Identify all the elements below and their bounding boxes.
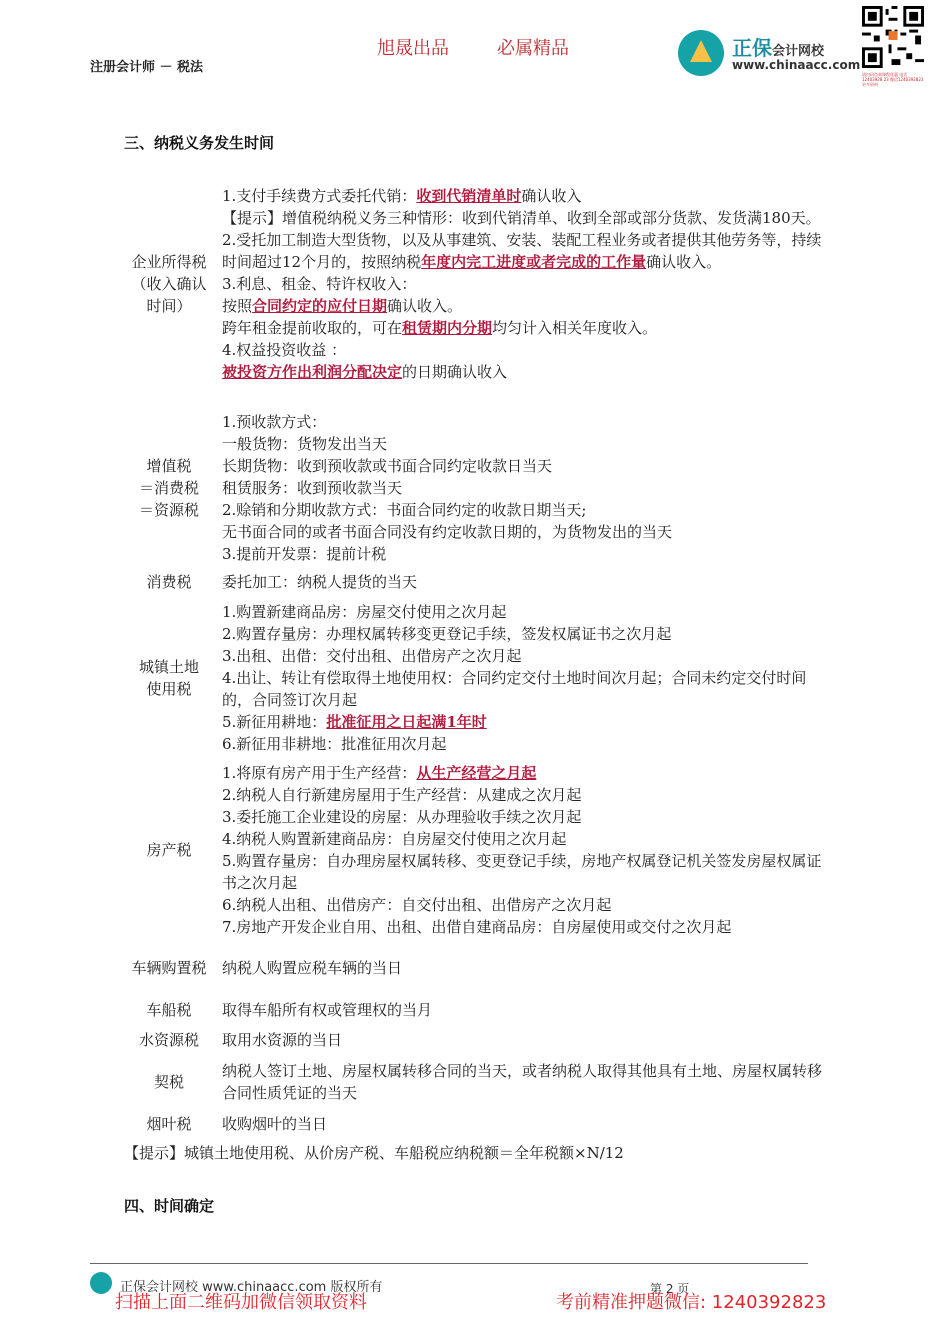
qr-code-block [862,6,924,90]
row-category [130,251,208,317]
text-segment: 3.委托施工企业建设的房屋：从办理验收手续之次月起 [222,808,582,826]
text-segment: 收购烟叶的当日 [222,1115,328,1133]
logo-name-main: 正保 [732,36,772,60]
footer-page-number: 第 2 页 [650,1282,690,1296]
category-line: ＝资源税 [138,500,199,519]
row-category [130,1071,208,1093]
key-phrase: 批准征用之日起满1年时 [326,713,487,731]
row-category [130,839,208,861]
content-line [222,543,827,565]
content-line [222,455,827,477]
table-row [130,160,827,408]
row-content [208,601,827,755]
row-content [208,999,827,1021]
text-segment: 取得车船所有权或管理权的当月 [222,1001,433,1019]
category-line: 车辆购置税 [131,959,207,977]
row-content [208,957,827,979]
category-line: 使用税 [146,680,192,698]
table-row [130,410,827,565]
text-segment: 1.支付手续费方式委托代销： [222,187,417,205]
content-line [222,477,827,499]
category-line: 增值税 [146,456,192,475]
content-line [222,733,827,755]
text-segment: 确认收入。 [646,253,722,271]
text-segment: 取用水资源的当日 [222,1031,343,1049]
row-category [130,1113,208,1135]
content-line [222,828,827,850]
table-row [130,1026,827,1054]
category-line: 车船税 [146,1001,192,1019]
category-line: 房产税 [146,841,192,859]
text-segment: 纳税人签订土地、房屋权属转移合同的当天，或者纳税人取得其他具有土地、房屋权属转移合同性质凭证的当天 [222,1062,823,1102]
text-segment: 确认收入 [521,187,582,205]
category-line: 契税 [153,1073,184,1091]
row-category [130,1029,208,1051]
content-line [222,711,827,733]
text-segment: 跨年租金提前收取的，可在 [222,319,403,337]
table-row [130,760,827,940]
text-segment: 2.受托加工制造大型货物，以及从事建筑、安装、装配工程业务或者提供其他劳务等，持续时间超过12个月的，按照纳税 [222,231,822,271]
table-row [130,598,827,758]
text-segment: 2.购置存量房：办理权属转移变更登记手续，签发权属证书之次月起 [222,625,672,643]
section-title-time-determination: 四、时间确定 [124,1197,215,1215]
text-segment: 【提示】增值税纳税义务三种情形：收到代销清单、收到全部或部分货款、发货满180天。 [222,209,821,227]
tip-annual-tax: 【提示】城镇土地使用税、从价房产税、车船税应纳税额＝全年税额×N/12 [124,1144,624,1162]
text-segment: 委托加工：纳税人提货的当天 [222,573,418,591]
content-line [222,806,827,828]
text-segment: 6.纳税人出租、出借房产：自交付出租、出借房产之次月起 [222,896,612,914]
row-content [208,571,827,593]
row-category [130,455,208,521]
table-row [130,568,827,596]
text-segment: 一般货物：货物发出当天 [222,434,388,453]
content-line [222,645,827,667]
text-segment: 纳税人购置应税车辆的当日 [222,959,403,977]
content-line [222,411,827,433]
row-category [130,571,208,593]
text-segment: 1.购置新建商品房：房屋交付使用之次月起 [222,603,507,621]
logo-name-small: 会计网校 [772,44,825,59]
category-line: 企业所得税 [131,253,207,271]
content-line [222,207,827,229]
text-segment: 2.赊销和分期收款方式：书面合同约定的收款日期当天; [222,500,587,519]
content-line [222,273,827,295]
content-line [222,957,827,979]
category-line: ＝消费税 [138,478,199,497]
logo-mark-icon [678,30,724,76]
text-segment: 3.利息、租金、特许权收入： [222,275,417,293]
category-line: 水资源税 [138,1031,199,1049]
content-line [222,295,827,317]
content-line [222,185,827,207]
key-phrase: 合同约定的应付日期 [252,297,388,315]
text-segment: 无书面合同的或者书面合同没有约定收款日期的，为货物发出的当天 [222,522,673,541]
footer-logo-icon [90,1272,112,1294]
text-segment: 2.纳税人自行新建房屋用于生产经营：从建成之次月起 [222,786,582,804]
text-segment: 4.纳税人购置新建商品房：自房屋交付使用之次月起 [222,830,567,848]
text-segment: 7.房地产开发企业自用、出租、出借自建商品房：自房屋使用或交付之次月起 [222,918,732,936]
text-segment: 1.预收款方式： [222,412,327,431]
qr-code-icon [862,6,924,68]
footer-divider [90,1263,808,1264]
text-segment: 的日期确认收入 [402,363,508,381]
category-line: 消费税 [146,573,192,591]
content-line [222,667,827,711]
content-line [222,784,827,806]
text-segment: 3.提前开发票：提前计税 [222,544,387,563]
text-segment: 5.购置存量房：自办理房屋权属转移、变更登记手续，房地产权属登记机关签发房屋权属证书之次月起 [222,852,822,892]
content-line [222,762,827,784]
text-segment: 按照 [222,297,253,315]
content-line [222,571,827,593]
row-category [130,656,208,700]
table-row [130,996,827,1024]
text-segment: 5.新征用耕地： [222,713,327,731]
brand-logo [678,28,861,78]
content-line [222,916,827,938]
text-segment: 1.将原有房产用于生产经营： [222,764,417,782]
header-slogan-right: 必属精品 [497,38,569,59]
footer-promo-right: 考前精准押题微信: 1240392823 [556,1292,827,1313]
footer-promo-left: 扫描上面二维码加微信领取资料 [115,1292,367,1313]
content-line [222,229,827,273]
category-line: 烟叶税 [146,1115,192,1133]
row-content [208,411,827,565]
row-content [208,185,827,383]
row-content [208,1029,827,1051]
row-category [130,999,208,1021]
key-phrase: 从生产经营之月起 [416,764,537,782]
row-category [130,957,208,979]
logo-url: www.chinaacc.com [732,58,861,72]
category-line: 城镇土地 [138,658,199,676]
text-segment: 4.出让、转让有偿取得土地使用权：合同约定交付土地时间次月起；合同未约定交付时间的，合同签订次月起 [222,669,807,709]
content-line [222,850,827,894]
row-content [208,1113,827,1135]
text-segment: 均匀计入相关年度收入。 [492,319,658,337]
content-line [222,361,827,383]
text-segment: 3.出租、出借：交付出租、出借房产之次月起 [222,647,522,665]
content-line [222,433,827,455]
text-segment: 4.权益投资收益 ： [222,341,347,359]
header-slogan-left: 旭晟出品 [377,38,449,59]
key-phrase: 被投资方作出利润分配决定 [222,363,403,381]
text-segment: 6.新征用非耕地：批准征用次月起 [222,735,447,753]
header-subject: 注册会计师 － 税法 [90,60,204,75]
content-line [222,623,827,645]
section-title-obligation-time: 三、纳税义务发生时间 [124,134,275,152]
content-line [222,1060,827,1104]
text-segment: 长期货物：收到预收款或书面合同约定收款日当天 [222,456,553,475]
content-line [222,894,827,916]
table-row [130,1056,827,1108]
footer-copyright: 正保会计网校 www.chinaacc.com 版权所有 [120,1280,383,1295]
content-line [222,317,827,339]
key-phrase: 租赁期内分期 [402,319,493,337]
logo-name [732,32,824,61]
content-line [222,601,827,623]
content-line [222,1029,827,1051]
qr-note: 请扫码咨询课程优惠 电话12403928 23 微信1240392823 更多资料 [862,72,924,87]
text-segment: 确认收入。 [387,297,463,315]
row-content [208,1060,827,1104]
content-line [222,499,827,521]
key-phrase: 收到代销清单时 [416,187,522,205]
key-phrase: 年度内完工进度或者完成的工作量 [421,253,647,271]
content-line [222,339,827,361]
table-row [130,942,827,994]
content-line [222,1113,827,1135]
text-segment: 租赁服务：收到预收款当天 [222,478,403,497]
table-row [130,1110,827,1138]
content-line [222,521,827,543]
content-line [222,999,827,1021]
row-content [208,762,827,938]
category-line: （收入确认时间） [131,275,207,315]
